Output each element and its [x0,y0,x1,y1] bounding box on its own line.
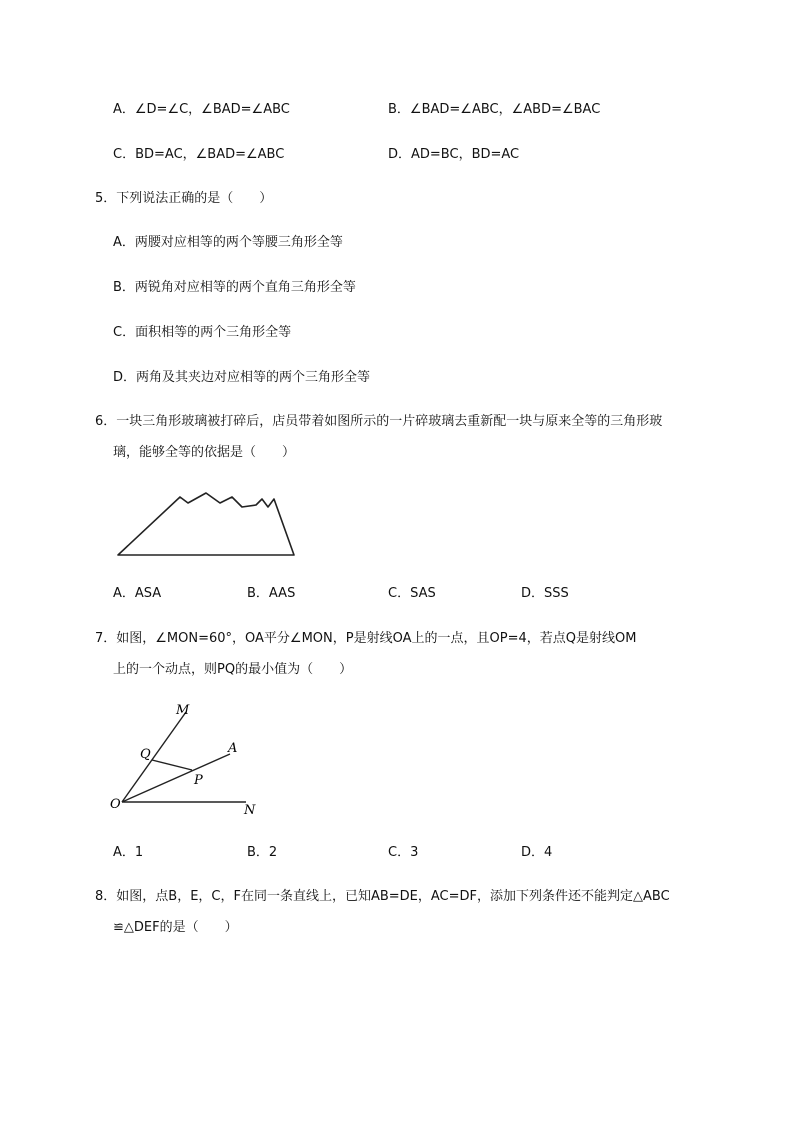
q4-option-a: A．∠D=∠C，∠BAD=∠ABC [113,102,290,117]
q7-option-d: D．4 [521,845,553,860]
q7-option-c: C．3 [388,845,419,860]
q5-option-a: A．两腰对应相等的两个等腰三角形全等 [113,235,343,250]
q7-option-a: A．1 [113,845,144,860]
q5-option-d: D．两角及其夹边对应相等的两个三角形全等 [113,370,371,385]
q6-option-d: D．SSS [521,586,569,601]
label-m: M [176,703,190,718]
q8-stem-line2: ≌△DEF的是（ ） [113,920,238,935]
q7-stem-line2: 上的一个动点，则PQ的最小值为（ ） [113,662,353,677]
label-o: O [110,797,121,812]
q6-option-b: B．AAS [247,586,296,601]
q7-stem-line1: 7．如图，∠MON=60°，OA平分∠MON，P是射线OA上的一点，且OP=4，若点Q是射线OM [95,631,637,646]
q4-option-c: C．BD=AC，∠BAD=∠ABC [113,147,285,162]
label-q: Q [140,747,151,762]
q6-stem-line1: 6．一块三角形玻璃被打碎后，店员带着如图所示的一片碎玻璃去重新配一块与原来全等的三角形玻 [95,414,663,429]
q6-option-a: A．ASA [113,586,162,601]
q5-option-c: C．面积相等的两个三角形全等 [113,325,292,340]
q7-option-b: B．2 [247,845,278,860]
label-n: N [244,803,256,818]
label-a: A [228,741,238,756]
q6-option-c: C．SAS [388,586,436,601]
label-p: P [194,773,203,788]
q6-broken-glass-figure [110,485,310,565]
q7-angle-figure [108,700,268,820]
q4-option-d: D．AD=BC，BD=AC [388,147,520,162]
q4-option-b: B．∠BAD=∠ABC，∠ABD=∠BAC [388,102,601,117]
q5-stem: 5．下列说法正确的是（ ） [95,191,273,206]
q5-option-b: B．两锐角对应相等的两个直角三角形全等 [113,280,356,295]
q6-stem-line2: 璃，能够全等的依据是（ ） [113,445,296,460]
q8-stem-line1: 8．如图，点B，E，C，F在同一条直线上，已知AB=DE，AC=DF，添加下列条件还不能判定△ABC [95,889,670,904]
